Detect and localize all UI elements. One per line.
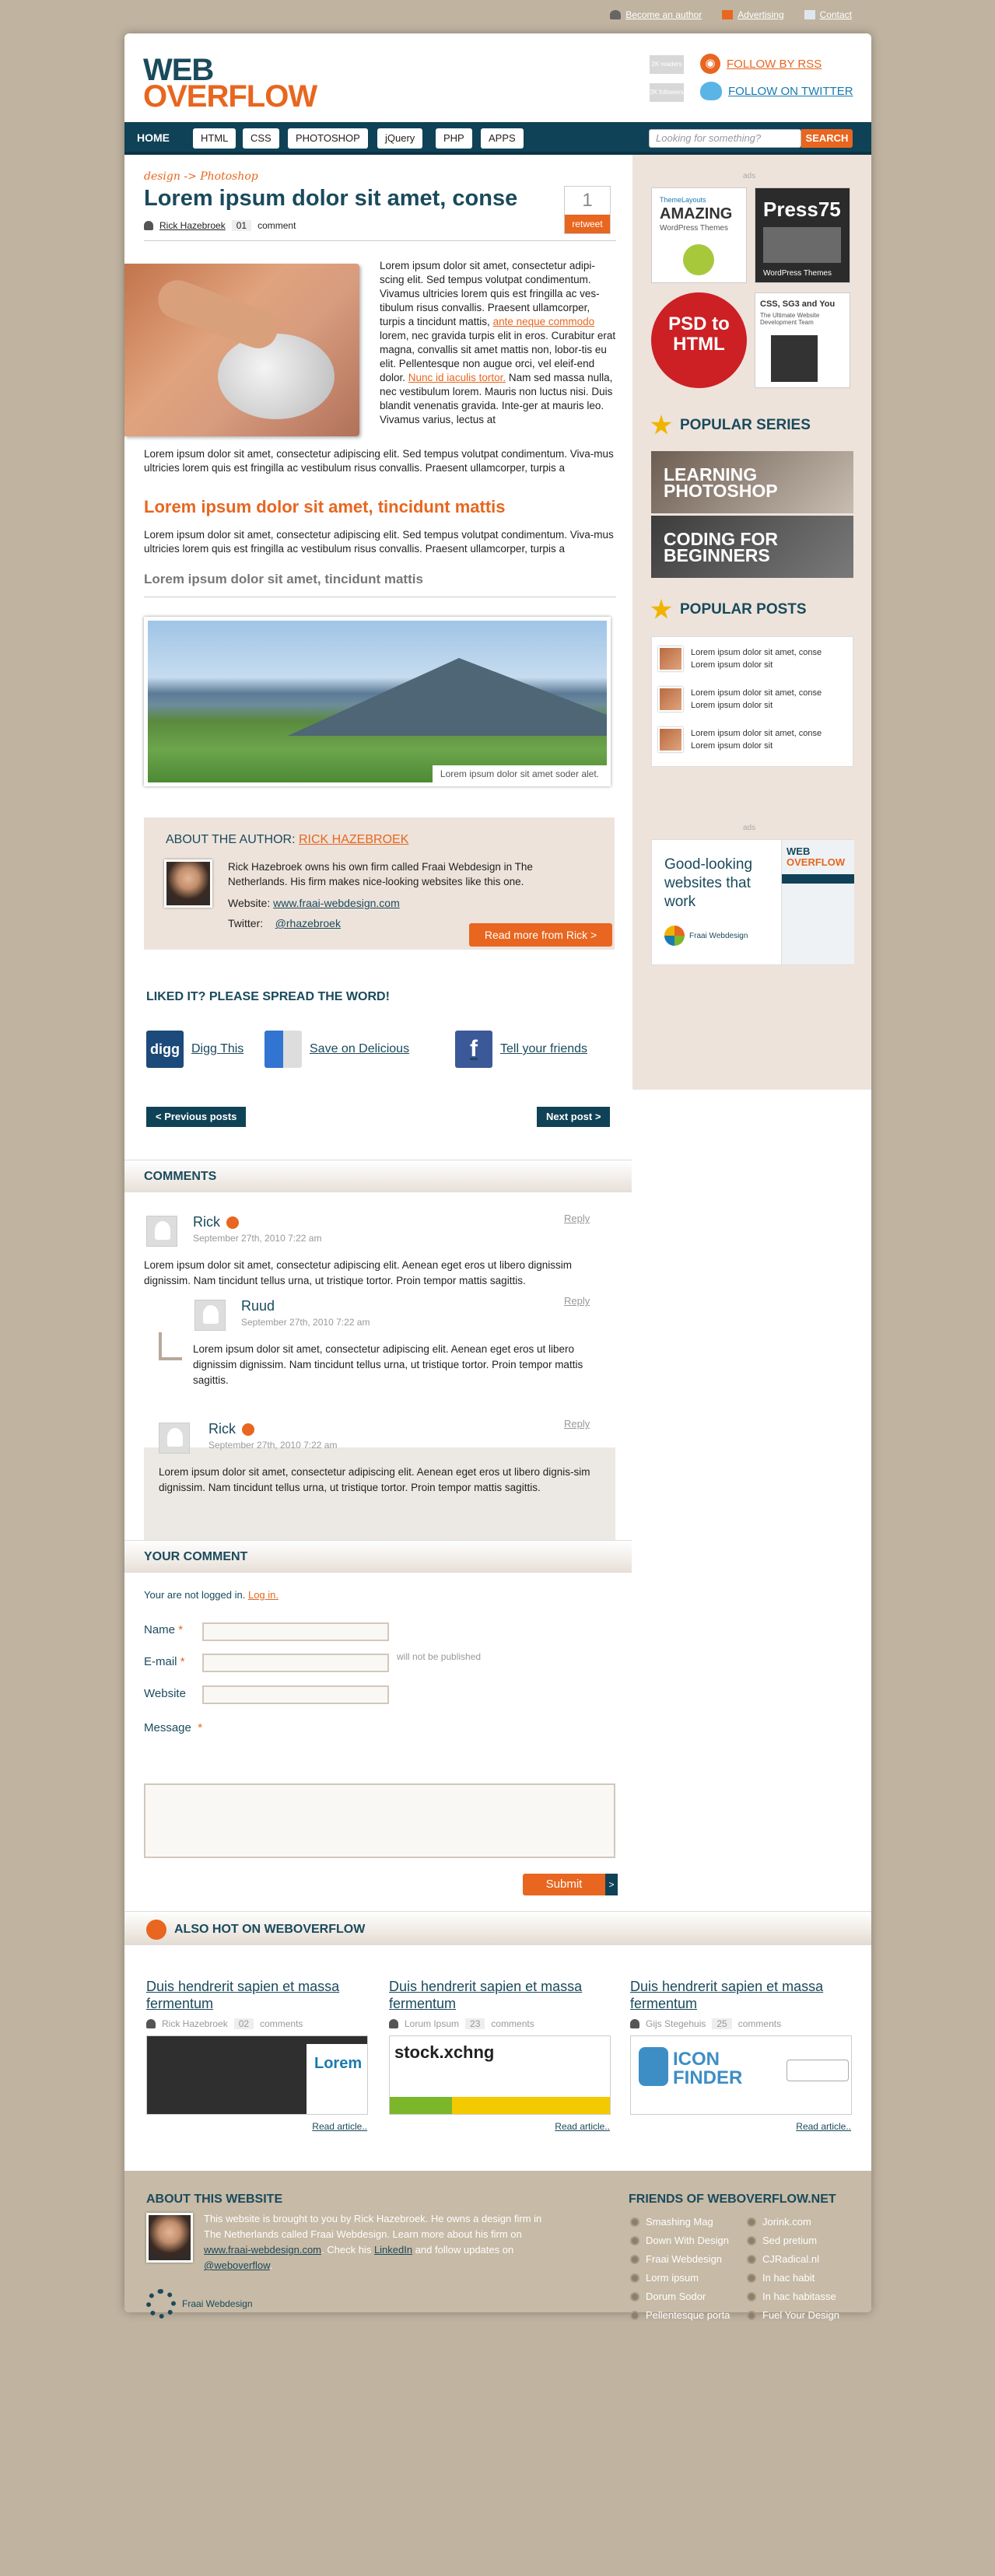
message-textarea[interactable] [144, 1783, 615, 1858]
comments-title: COMMENTS [144, 1170, 217, 1183]
ad-press75[interactable]: Press75 WordPress Themes [755, 187, 850, 283]
comment-author[interactable]: Ruud [241, 1298, 275, 1314]
hot-article-title[interactable]: Duis hendrerit sapien et massa fermentum [389, 1979, 583, 2011]
ad-fraai-webdesign[interactable]: Good-looking websites that work Fraai Webdesign WEB OVERFLOW [651, 839, 853, 965]
fraai-webdesign-logo[interactable]: Fraai Webdesign [146, 2289, 253, 2319]
intro-link-1[interactable]: ante neque commodo [492, 316, 595, 327]
author-twitter-row: Twitter: @rhazebroek [228, 917, 341, 929]
fire-icon [146, 1920, 166, 1940]
friend-link[interactable]: Fraai Webdesign [630, 2253, 722, 2265]
logo-line-1: WEB [143, 53, 214, 87]
website-label: Website [144, 1687, 186, 1700]
share-title: LIKED IT? PLEASE SPREAD THE WORD! [146, 990, 390, 1003]
comment-avatar [159, 1423, 190, 1454]
about-author-box [144, 817, 615, 950]
nav-home[interactable]: HOME [137, 131, 170, 144]
reply-arrow-icon [159, 1332, 182, 1360]
facebook-icon: f [455, 1031, 492, 1068]
name-label: Name * [144, 1623, 184, 1636]
search-input[interactable]: Looking for something? [649, 129, 801, 148]
retweet-widget[interactable] [564, 186, 611, 234]
rss-counter: 2K readers [650, 55, 684, 74]
comment-author[interactable]: Rick [193, 1214, 239, 1230]
article-meta [144, 220, 296, 231]
facebook-share[interactable]: f Tell your friends [455, 1031, 587, 1068]
hero-image-hand-mouse [124, 264, 359, 436]
name-field[interactable] [202, 1622, 389, 1641]
nav-jquery[interactable]: jQuery [377, 128, 422, 149]
author-website-row: Website: www.fraai-webdesign.com [228, 897, 400, 909]
follow-rss-label: FOLLOW BY RSS [727, 57, 822, 71]
comment-date: September 27th, 2010 7:22 am [241, 1317, 370, 1328]
comment-avatar [194, 1300, 226, 1331]
twitter-bird-icon [700, 82, 722, 100]
hot-article-title[interactable]: Duis hendrerit sapien et massa fermentum [630, 1979, 824, 2011]
intro-link-2[interactable]: Nunc id iaculis tortor. [408, 372, 506, 383]
delicious-share[interactable]: Save on Delicious [265, 1031, 409, 1068]
ads-label: ads [743, 172, 756, 180]
author-bio: Rick Hazebroek owns his own firm called Fraai Webdesign in The Netherlands. His firm makes nice-looking websites like this one. [228, 861, 533, 887]
hot-article-thumb[interactable]: Lorem [146, 2035, 368, 2115]
logo-line-2: OVERFLOW [143, 79, 317, 114]
hot-article-meta: Lorum Ipsum 23 comments [389, 2018, 615, 2029]
comment-count: 01 [232, 220, 251, 231]
rss-icon: ◉ [700, 54, 720, 74]
ad-psd-to-html[interactable]: PSD to HTML [651, 292, 747, 388]
hot-article-thumb[interactable]: ICON FINDER [630, 2035, 852, 2115]
footer-linkedin-link[interactable]: LinkedIn [373, 2244, 413, 2256]
image-caption: Lorem ipsum dolor sit amet soder alet. [433, 765, 607, 782]
login-link[interactable]: Log in. [247, 1589, 279, 1601]
friend-link[interactable]: Smashing Mag [630, 2216, 713, 2228]
popular-post-item[interactable]: Lorem ipsum dolor sit amet, conse Lorem ipsum dolor sit [658, 687, 846, 712]
become-author-link[interactable]: Become an author [610, 9, 702, 20]
contact-link[interactable]: Contact [804, 9, 852, 20]
star-icon [650, 599, 672, 621]
delicious-icon [265, 1031, 302, 1068]
friend-link[interactable]: Down With Design [630, 2235, 729, 2246]
nav-css[interactable]: CSS [243, 128, 279, 149]
footer [124, 2171, 871, 2321]
friend-link[interactable]: Pellentesque porta [630, 2309, 730, 2321]
comment-text: Lorem ipsum dolor sit amet, consectetur adipiscing elit. Aenean eget eros ut libero dignis-sim dignissim. Nam tincidunt tellus urna, ut tristique tortor. Proin tempor mattis sagittis. [159, 1466, 590, 1493]
footer-avatar [146, 2213, 193, 2263]
author-icon [146, 2019, 156, 2028]
paragraph-2: Lorem ipsum dolor sit amet, consectetur adipiscing elit. Sed tempus volutpat condimentum. Viva-mus ultricies lorem quis est fringilla ac vestibulum risus convallis. Praesent ullamcorper, turpis a [144, 529, 614, 555]
about-website-title: ABOUT THIS WEBSITE [146, 2193, 283, 2206]
retweet-label: retweet [565, 215, 610, 233]
follow-rss-link[interactable] [700, 54, 822, 74]
nav-php[interactable]: PHP [436, 128, 472, 149]
friend-link[interactable]: In hac habit [747, 2272, 815, 2284]
author-badge-icon [226, 1216, 239, 1229]
nav-photoshop[interactable]: PHOTOSHOP [288, 128, 368, 149]
comment-date: September 27th, 2010 7:22 am [193, 1233, 322, 1244]
hot-article-3 [630, 1978, 856, 2132]
next-post-button[interactable]: Next post > [537, 1107, 610, 1127]
hot-article-meta: Rick Hazebroek 02 comments [146, 2018, 372, 2029]
reply-link[interactable]: Reply [564, 1418, 590, 1430]
series-coding-for-beginners[interactable]: CODING FOR BEGINNERS [651, 516, 853, 578]
comment-text: Lorem ipsum dolor sit amet, consectetur adipiscing elit. Aenean eget eros ut libero dignissim dignissim. Nam tincidunt tellus urna, ut tristique tortor. Proin tempor mattis sagittis. [193, 1343, 583, 1386]
friend-link[interactable]: Jorink.com [747, 2216, 811, 2228]
reply-link[interactable]: Reply [564, 1295, 590, 1307]
paragraph-1: Lorem ipsum dolor sit amet, consectetur adipiscing elit. Sed tempus volutpat condimentum. Viva-mus ultricies lorem quis est fringilla ac vestibulum risus convallis. Praesent ullamcorper, turpis a [144, 448, 614, 474]
popular-post-item[interactable]: Lorem ipsum dolor sit amet, conse Lorem ipsum dolor sit [658, 727, 846, 752]
friend-link[interactable]: CJRadical.nl [747, 2253, 819, 2265]
reply-link[interactable]: Reply [564, 1213, 590, 1224]
ads-label: ads [743, 824, 756, 832]
follow-twitter-label: FOLLOW ON TWITTER [728, 84, 853, 98]
read-article-link[interactable]: Read article.. [796, 2121, 851, 2132]
author-twitter-link[interactable]: @rhazebroek [275, 917, 341, 929]
popular-posts-title: POPULAR POSTS [650, 599, 807, 621]
friend-link[interactable]: In hac habitasse [747, 2291, 836, 2302]
about-author-title: ABOUT THE AUTHOR: RICK HAZEBROEK [166, 833, 409, 846]
twitter-counter: 2K followers [650, 83, 684, 102]
utility-bar [610, 9, 852, 20]
post-thumb [658, 727, 683, 752]
friend-link[interactable]: Lorm ipsum [630, 2272, 699, 2284]
friend-link[interactable]: Dorum Sodor [630, 2291, 706, 2302]
submit-button[interactable]: Submit [523, 1874, 605, 1895]
article-title: Lorem ipsum dolor sit amet, conse [144, 186, 518, 211]
author-website-link[interactable]: www.fraai-webdesign.com [273, 897, 400, 909]
hot-article-thumb[interactable]: stock.xchng [389, 2035, 611, 2115]
popular-post-item[interactable]: Lorem ipsum dolor sit amet, conse Lorem ipsum dolor sit [658, 646, 846, 671]
retweet-count: 1 [582, 190, 593, 211]
page-card [124, 33, 871, 2321]
about-author-name[interactable]: RICK HAZEBROEK [299, 833, 409, 846]
popular-posts-list [651, 636, 853, 767]
login-notice: Your are not logged in. Log in. [144, 1589, 279, 1601]
person-icon [610, 10, 621, 19]
also-hot-title: ALSO HOT ON WEBOVERFLOW [174, 1923, 366, 1936]
digg-icon: digg [146, 1031, 184, 1068]
author-badge-icon [242, 1423, 254, 1436]
email-field[interactable] [202, 1654, 389, 1672]
popular-series-title: POPULAR SERIES [650, 415, 811, 436]
comments-header [124, 1160, 632, 1192]
friend-link[interactable]: Fuel Your Design [747, 2309, 839, 2321]
friend-link[interactable]: Sed pretium [747, 2235, 817, 2246]
author-icon [630, 2019, 639, 2028]
comment-date: September 27th, 2010 7:22 am [208, 1440, 338, 1451]
nav-apps[interactable]: APPS [481, 128, 524, 149]
breadcrumb[interactable]: design -> Photoshop [144, 170, 258, 183]
main-nav [124, 122, 871, 155]
hot-article-2 [389, 1978, 615, 2132]
intro-paragraph: Lorem ipsum dolor sit amet, consectetur adipi-scing elit. Sed tempus volutpat condimentum. Vivamus ultricies lorem quis est fringilla ac ves-tibulum risus convallis. Praesent ullamcorper, turpis a tincidunt mattis, ante neque commodo lorem, nec gravida turpis elit in eros. Curabitur erat magna, convallis sit amet mattis non, lobor-tis eu elit. Pellentesque non augue orci, vel eleif-end dolor. Nunc id iaculis tortor. Nam sed massa nulla, nec vestibulum lorem. Mauris non luctus nisi. Duis blandit venenatis gravida. Inte-ger at mauris leo. Vivamus varius, lectus at [380, 260, 616, 425]
comment-avatar [146, 1216, 177, 1247]
title-divider [144, 240, 616, 241]
submit-arrow-icon[interactable]: > [605, 1874, 618, 1895]
series-learning-photoshop[interactable]: LEARNING PHOTOSHOP [651, 451, 853, 513]
read-article-link[interactable]: Read article.. [312, 2121, 367, 2132]
heading-3: Lorem ipsum dolor sit amet, tincidunt mattis [144, 572, 423, 586]
message-label: Message * [144, 1721, 203, 1734]
author-link[interactable]: Rick Hazebroek [159, 220, 226, 231]
follow-twitter-link[interactable] [700, 82, 853, 100]
email-label: E-mail * [144, 1655, 185, 1668]
previous-posts-button[interactable]: < Previous posts [146, 1107, 246, 1127]
star-icon [650, 415, 672, 436]
hot-article-meta: Gijs Stegehuis 25 comments [630, 2018, 856, 2029]
hot-article-1 [146, 1978, 372, 2132]
author-icon [144, 221, 153, 230]
read-article-link[interactable]: Read article.. [555, 2121, 610, 2132]
search-button[interactable]: SEARCH [801, 129, 853, 148]
comment-label: comment [258, 220, 296, 231]
ad-css-sg3[interactable]: CSS, SG3 and You The Ultimate Website Development Team [755, 292, 850, 388]
author-icon [389, 2019, 398, 2028]
ad-themelayouts[interactable]: ThemeLayouts AMAZING WordPress Themes [651, 187, 747, 283]
site-logo[interactable] [143, 53, 317, 114]
hot-article-title[interactable]: Duis hendrerit sapien et massa fermentum [146, 1979, 340, 2011]
advertising-link[interactable]: Advertising [722, 9, 783, 20]
about-website-text: This website is brought to you by Rick Hazebroek. He owns a design firm in The Netherlands called Fraai Webdesign. Learn more about his firm on www.fraai-webdesign.com. Check his LinkedIn and follow updates on @weboverflow. [204, 2213, 542, 2271]
digg-share[interactable]: digg Digg This [146, 1031, 243, 1068]
footer-twitter-link[interactable]: @weboverflow [204, 2259, 270, 2271]
post-thumb [658, 687, 683, 712]
footer-website-link[interactable]: www.fraai-webdesign.com [204, 2244, 322, 2256]
nav-html[interactable]: HTML [193, 128, 236, 149]
heading-2: Lorem ipsum dolor sit amet, tincidunt mattis [144, 497, 506, 516]
also-hot-header [124, 1911, 871, 1945]
megaphone-icon [722, 10, 733, 19]
website-field[interactable] [202, 1685, 389, 1704]
friends-title: FRIENDS OF WEBOVERFLOW.NET [629, 2193, 836, 2206]
your-comment-header [124, 1540, 632, 1573]
post-thumb [658, 646, 683, 671]
comment-text: Lorem ipsum dolor sit amet, consectetur adipiscing elit. Aenean eget eros ut libero dignissim dignissim. Nam tincidunt tellus urna, ut tristique tortor. Proin tempor mattis sagittis. [144, 1259, 573, 1286]
mail-icon [804, 10, 815, 19]
email-note: will not be published [397, 1651, 482, 1662]
your-comment-title: YOUR COMMENT [144, 1550, 248, 1563]
read-more-button[interactable]: Read more from Rick > [469, 923, 612, 947]
fraai-logo-icon [146, 2289, 176, 2319]
comment-author[interactable]: Rick [208, 1421, 254, 1437]
landscape-image [144, 617, 611, 786]
author-avatar [164, 859, 212, 908]
